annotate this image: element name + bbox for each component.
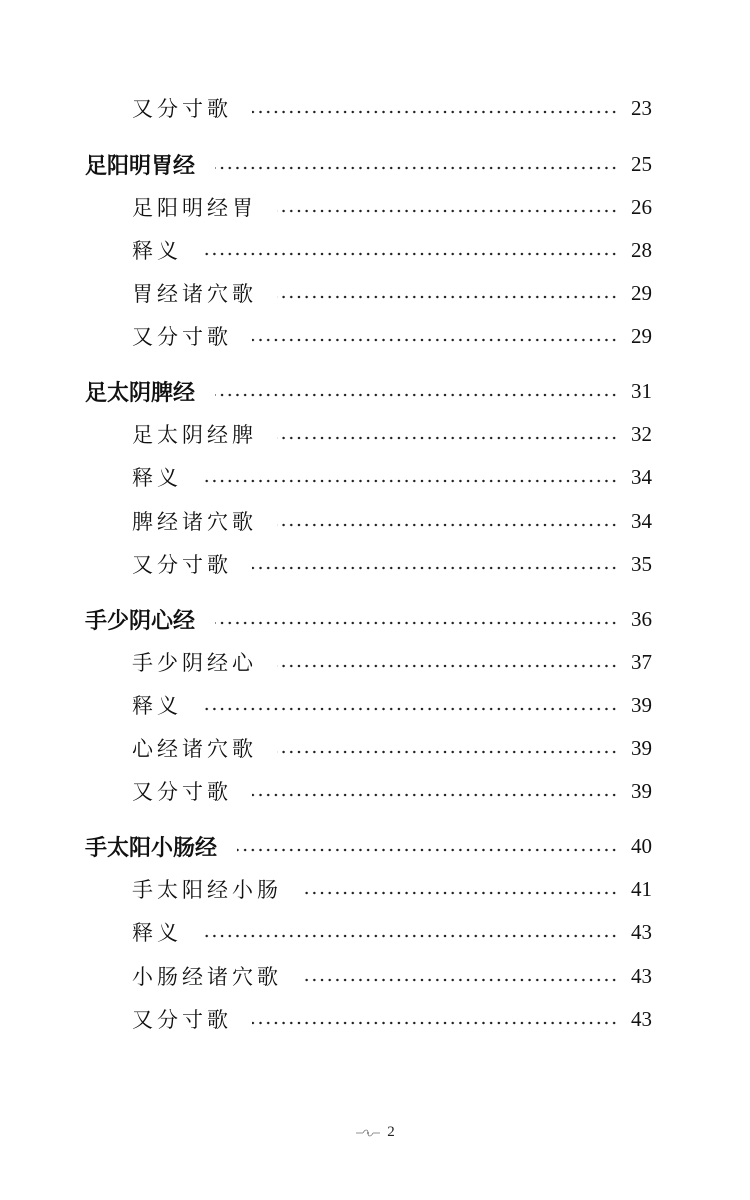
toc-entry[interactable] bbox=[0, 191, 750, 223]
toc-entry-title: 释义 bbox=[132, 694, 182, 718]
toc-entry-page-number: 36 bbox=[631, 606, 652, 631]
toc-entry-title: 又分寸歌 bbox=[132, 325, 232, 349]
dot-leader bbox=[215, 621, 618, 625]
dot-leader bbox=[277, 664, 618, 668]
dot-leader bbox=[237, 848, 618, 852]
toc-entry-title: 释义 bbox=[132, 466, 182, 490]
toc-chapter-title: 手太阳小肠经 bbox=[85, 834, 218, 861]
dot-leader bbox=[302, 891, 618, 895]
toc-entry-title: 又分寸歌 bbox=[132, 780, 232, 804]
toc-entry-title: 胃经诸穴歌 bbox=[132, 282, 257, 306]
toc-entry-page-number: 28 bbox=[631, 237, 652, 262]
toc-entry[interactable] bbox=[0, 418, 750, 450]
toc-chapter-entry[interactable] bbox=[0, 603, 750, 635]
toc-entry-page-number: 32 bbox=[631, 421, 652, 446]
toc-entry-page-number: 29 bbox=[631, 280, 652, 305]
toc-entry-page-number: 40 bbox=[631, 833, 652, 858]
toc-entry-page-number: 34 bbox=[631, 464, 652, 489]
toc-entry[interactable] bbox=[0, 646, 750, 678]
toc-entry[interactable] bbox=[0, 461, 750, 493]
toc-entry[interactable] bbox=[0, 916, 750, 948]
toc-entry-title: 脾经诸穴歌 bbox=[132, 510, 257, 534]
toc-entry-page-number: 23 bbox=[631, 95, 652, 120]
toc-chapter-entry[interactable] bbox=[0, 830, 750, 862]
toc-entry-page-number: 39 bbox=[631, 692, 652, 717]
toc-entry-page-number: 43 bbox=[631, 963, 652, 988]
toc-entry-title: 足阳明经胃 bbox=[132, 196, 257, 220]
dot-leader bbox=[202, 479, 618, 483]
toc-entry[interactable] bbox=[0, 505, 750, 537]
dot-leader bbox=[277, 436, 618, 440]
dot-leader bbox=[302, 978, 618, 982]
toc-entry-page-number: 43 bbox=[631, 919, 652, 944]
toc-entry[interactable] bbox=[0, 732, 750, 764]
toc-entry-title: 又分寸歌 bbox=[132, 97, 232, 121]
dot-leader bbox=[277, 523, 618, 527]
toc-entry-title: 释义 bbox=[132, 239, 182, 263]
dot-leader bbox=[277, 209, 618, 213]
dot-leader bbox=[277, 750, 618, 754]
toc-entry-page-number: 39 bbox=[631, 778, 652, 803]
toc-entry-title: 心经诸穴歌 bbox=[132, 737, 257, 761]
toc-chapter-title: 足阳明胃经 bbox=[85, 152, 196, 179]
toc-chapter-entry[interactable] bbox=[0, 375, 750, 407]
toc-entry[interactable] bbox=[0, 320, 750, 352]
toc-entry[interactable] bbox=[0, 92, 750, 124]
toc-entry[interactable] bbox=[0, 234, 750, 266]
dot-leader bbox=[252, 1021, 618, 1025]
dot-leader bbox=[252, 566, 618, 570]
page-number: 2 bbox=[387, 1124, 395, 1140]
toc-entry-title: 又分寸歌 bbox=[132, 553, 232, 577]
toc-entry-page-number: 43 bbox=[631, 1006, 652, 1031]
toc-entry[interactable] bbox=[0, 689, 750, 721]
toc-entry-page-number: 37 bbox=[631, 649, 652, 674]
toc-chapter-title: 足太阴脾经 bbox=[85, 379, 196, 406]
dot-leader bbox=[252, 793, 618, 797]
toc-entry[interactable] bbox=[0, 1003, 750, 1035]
toc-entry-page-number: 26 bbox=[631, 194, 652, 219]
toc-entry-page-number: 34 bbox=[631, 508, 652, 533]
toc-entry-title: 又分寸歌 bbox=[132, 1008, 232, 1032]
dot-leader bbox=[202, 252, 618, 256]
toc-entry-title: 足太阴经脾 bbox=[132, 423, 257, 447]
toc-chapter-title: 手少阴心经 bbox=[85, 607, 196, 634]
page-footer bbox=[0, 1124, 750, 1141]
toc-entry-page-number: 25 bbox=[631, 151, 652, 176]
toc-chapter-entry[interactable] bbox=[0, 148, 750, 180]
toc-entry-page-number: 29 bbox=[631, 323, 652, 348]
toc-entry[interactable] bbox=[0, 960, 750, 992]
toc-entry-title: 释义 bbox=[132, 921, 182, 945]
toc-entry-page-number: 35 bbox=[631, 551, 652, 576]
dot-leader bbox=[202, 934, 618, 938]
toc-entry-title: 手少阴经心 bbox=[132, 651, 257, 675]
toc-entry[interactable] bbox=[0, 775, 750, 807]
toc-entry[interactable] bbox=[0, 873, 750, 905]
toc-entry[interactable] bbox=[0, 548, 750, 580]
dot-leader bbox=[277, 295, 618, 299]
toc-entry[interactable] bbox=[0, 277, 750, 309]
dot-leader bbox=[252, 110, 618, 114]
dot-leader bbox=[252, 338, 618, 342]
dot-leader bbox=[215, 166, 618, 170]
toc-entry-page-number: 31 bbox=[631, 378, 652, 403]
decorative-flourish-icon bbox=[355, 1128, 381, 1138]
toc-entry-title: 小肠经诸穴歌 bbox=[132, 965, 282, 989]
toc-entry-title: 手太阳经小肠 bbox=[132, 878, 282, 902]
toc-entry-page-number: 39 bbox=[631, 735, 652, 760]
toc-entry-page-number: 41 bbox=[631, 876, 652, 901]
dot-leader bbox=[202, 707, 618, 711]
dot-leader bbox=[215, 393, 618, 397]
